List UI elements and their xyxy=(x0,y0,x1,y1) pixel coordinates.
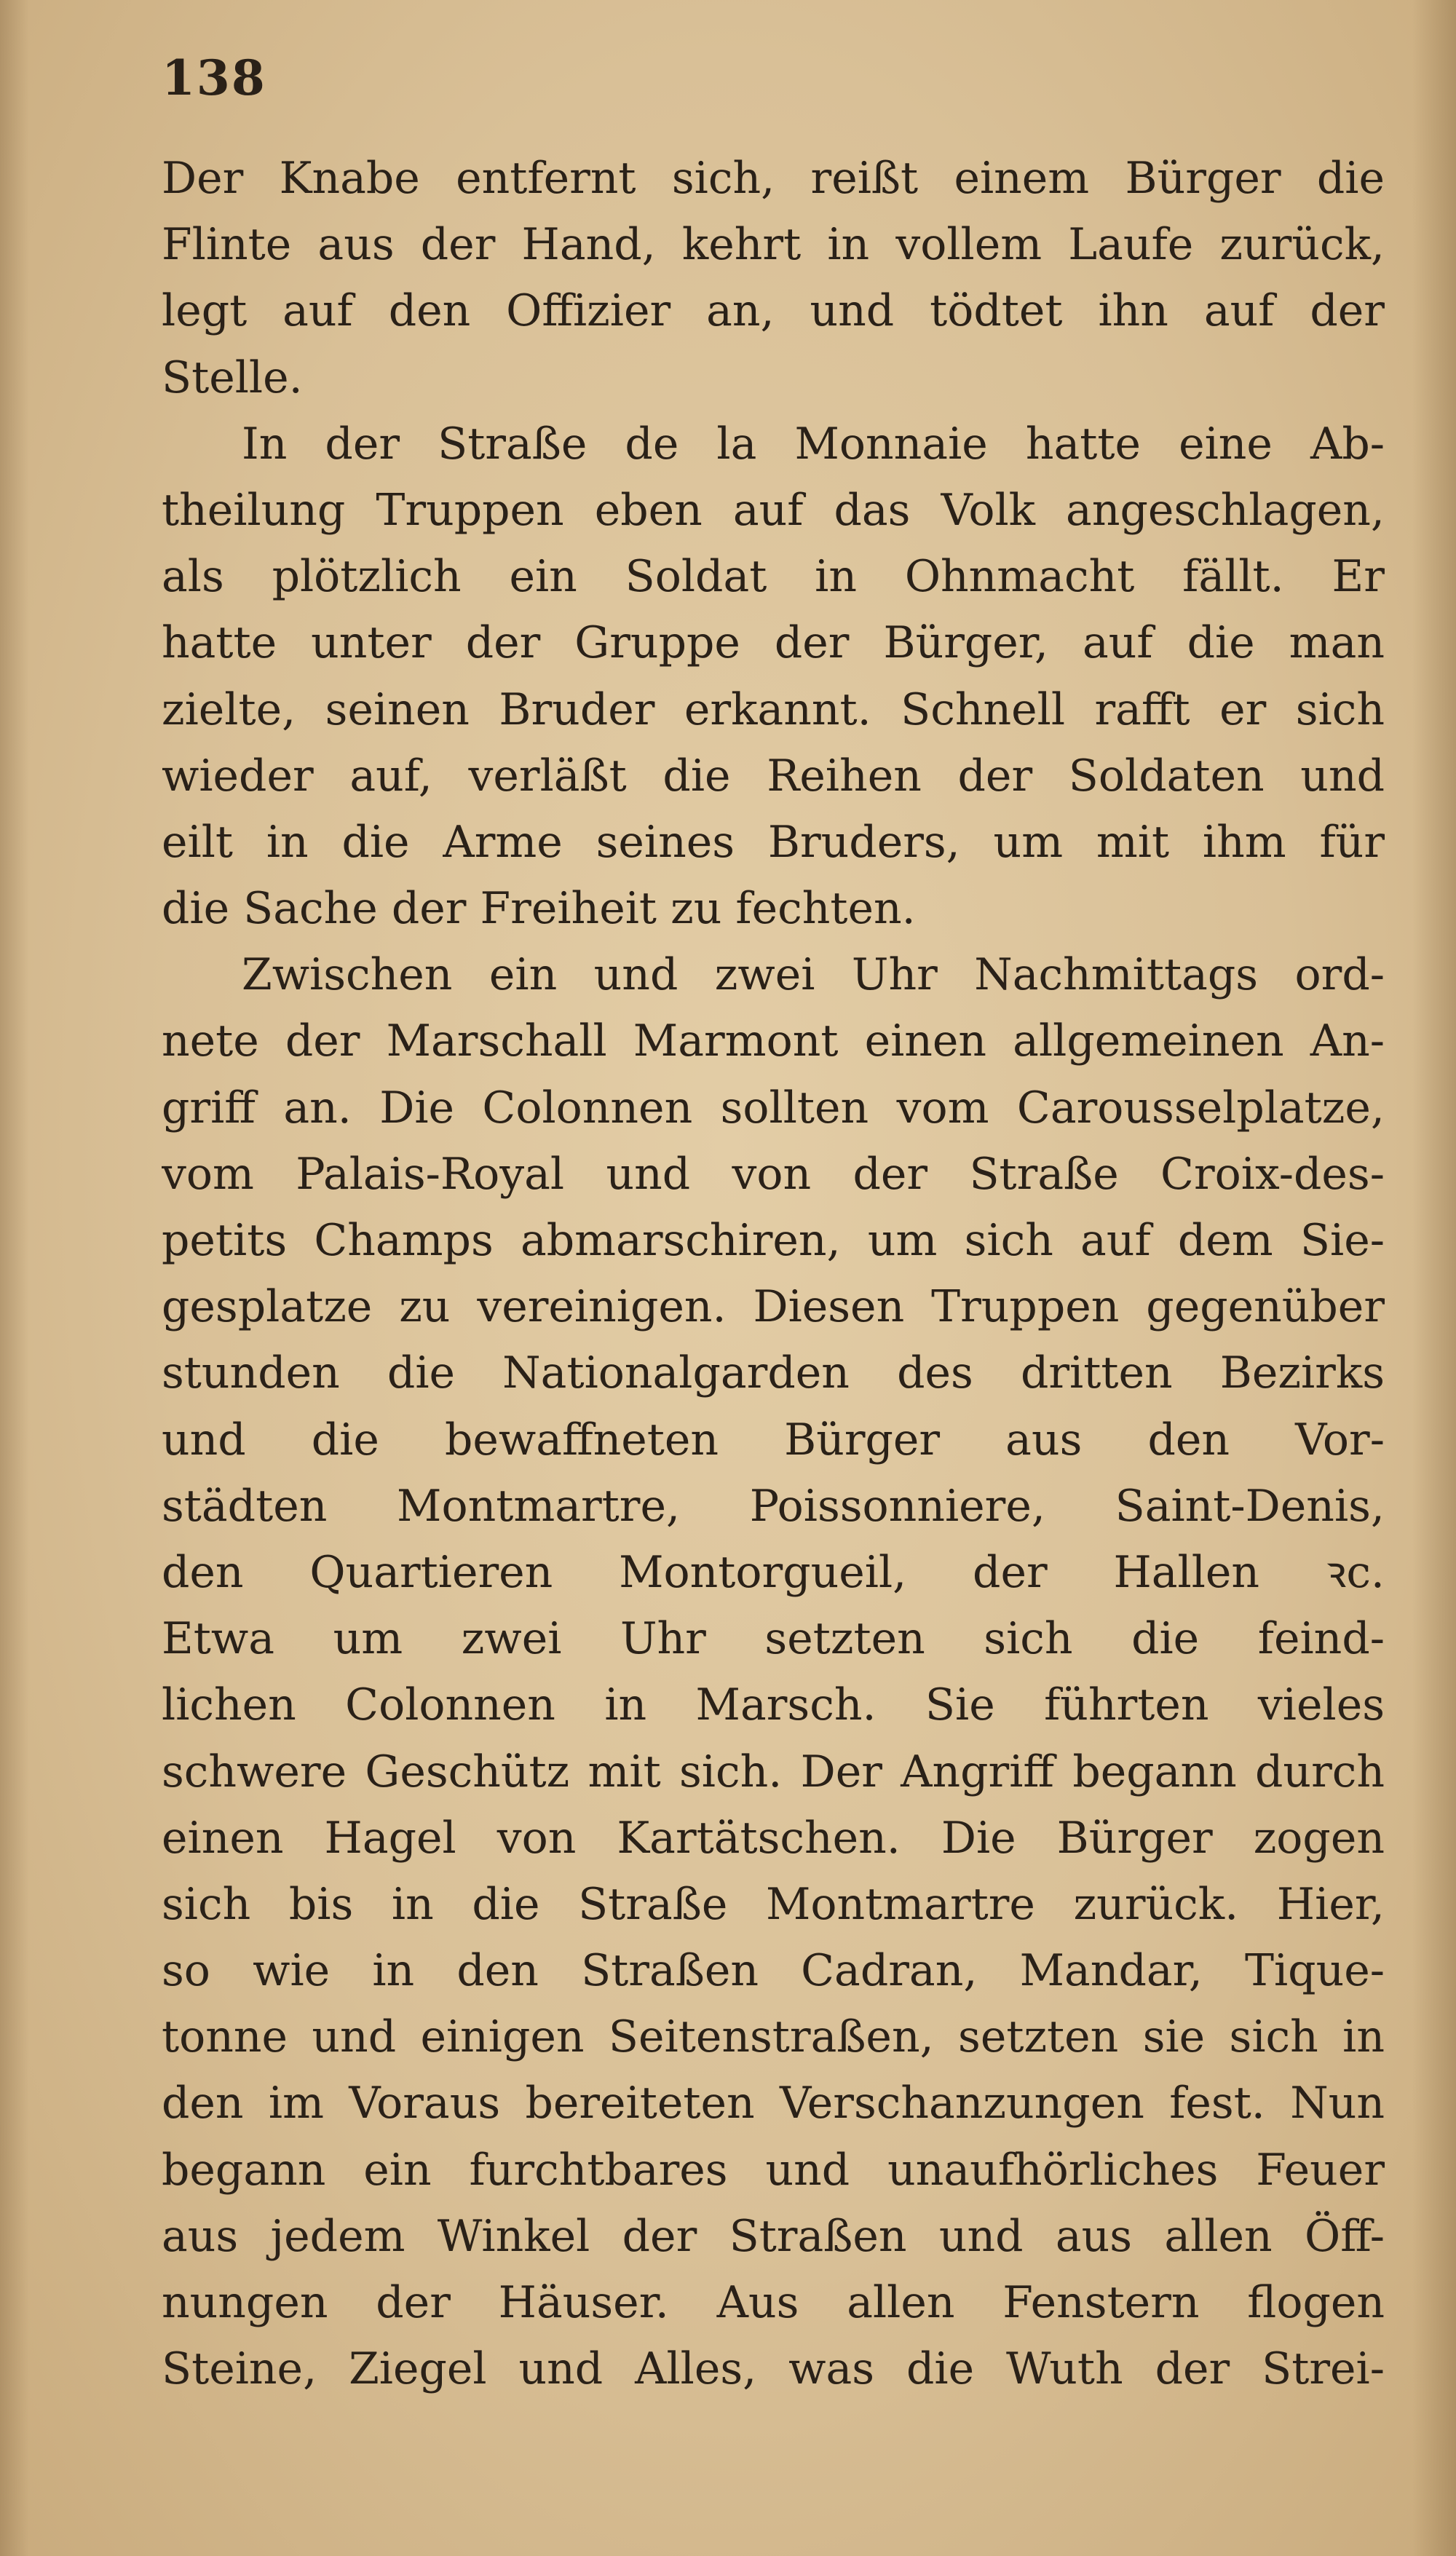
text-line: städten Montmartre, Poissonniere, Saint-Denis, xyxy=(162,1480,1385,1532)
text-line: nungen der Häuser. Aus allen Fenstern flogen xyxy=(162,2277,1385,2328)
text-line: eilt in die Arme seines Bruders, um mit ihm für xyxy=(162,816,1385,868)
page-gutter-shadow xyxy=(0,0,29,2556)
text-line: In der Straße de la Monnaie hatte eine Ab- xyxy=(242,418,1385,470)
text-line: aus jedem Winkel der Straßen und aus allen Öff- xyxy=(162,2210,1385,2262)
text-line: wieder auf, verläßt die Reihen der Soldaten und xyxy=(162,750,1385,802)
text-line: zielte, seinen Bruder erkannt. Schnell rafft er sich xyxy=(162,684,1385,735)
text-line: Etwa um zwei Uhr setzten sich die feind- xyxy=(162,1613,1385,1665)
text-line: petits Champs abmarschiren, um sich auf dem Sie- xyxy=(162,1215,1385,1266)
text-line: vom Palais-Royal und von der Straße Croix-des- xyxy=(162,1148,1385,1200)
text-line: als plötzlich ein Soldat in Ohnmacht fällt. Er xyxy=(162,551,1385,603)
text-line: einen Hagel von Kartätschen. Die Bürger zogen xyxy=(162,1812,1385,1864)
page-number: 138 xyxy=(162,50,266,106)
text-line: stunden die Nationalgarden des dritten Bezirks xyxy=(162,1348,1385,1399)
text-line: und die bewaffneten Bürger aus den Vor- xyxy=(162,1414,1385,1465)
text-line: legt auf den Offizier an, und tödtet ihn auf der xyxy=(162,285,1385,337)
text-line: Flinte aus der Hand, kehrt in vollem Laufe zurück, xyxy=(162,219,1385,271)
text-line: Steine, Ziegel und Alles, was die Wuth der Strei- xyxy=(162,2343,1385,2395)
text-line: gesplatze zu vereinigen. Diesen Truppen gegenüber xyxy=(162,1281,1385,1333)
text-line: so wie in den Straßen Cadran, Mandar, Tique- xyxy=(162,1945,1385,1997)
text-line: lichen Colonnen in Marsch. Sie führten vieles xyxy=(162,1679,1385,1731)
text-line: theilung Truppen eben auf das Volk angeschlagen, xyxy=(162,484,1385,536)
text-line: begann ein furchtbares und unaufhörliches Feuer xyxy=(162,2144,1385,2196)
page-edge-shadow xyxy=(1412,0,1456,2556)
body-text xyxy=(162,146,1385,2402)
text-line: Zwischen ein und zwei Uhr Nachmittags ord- xyxy=(242,949,1385,1001)
text-line: sich bis in die Straße Montmartre zurück. Hier, xyxy=(162,1878,1385,1930)
text-line: den Quartieren Montorgueil, der Hallen ꝛc. xyxy=(162,1546,1385,1598)
text-line: griff an. Die Colonnen sollten vom Carousselplatze, xyxy=(162,1082,1385,1133)
text-line: nete der Marschall Marmont einen allgemeinen An- xyxy=(162,1016,1385,1067)
text-line: den im Voraus bereiteten Verschanzungen fest. Nun xyxy=(162,2078,1385,2129)
text-line: schwere Geschütz mit sich. Der Angriff begann durch xyxy=(162,1746,1385,1797)
text-line: Stelle. xyxy=(162,352,303,403)
text-line: Der Knabe entfernt sich, reißt einem Bürger die xyxy=(162,153,1385,204)
text-line: die Sache der Freiheit zu fechten. xyxy=(162,883,916,935)
text-line: tonne und einigen Seitenstraßen, setzten sie sich in xyxy=(162,2011,1385,2063)
text-line: hatte unter der Gruppe der Bürger, auf die man xyxy=(162,617,1385,669)
